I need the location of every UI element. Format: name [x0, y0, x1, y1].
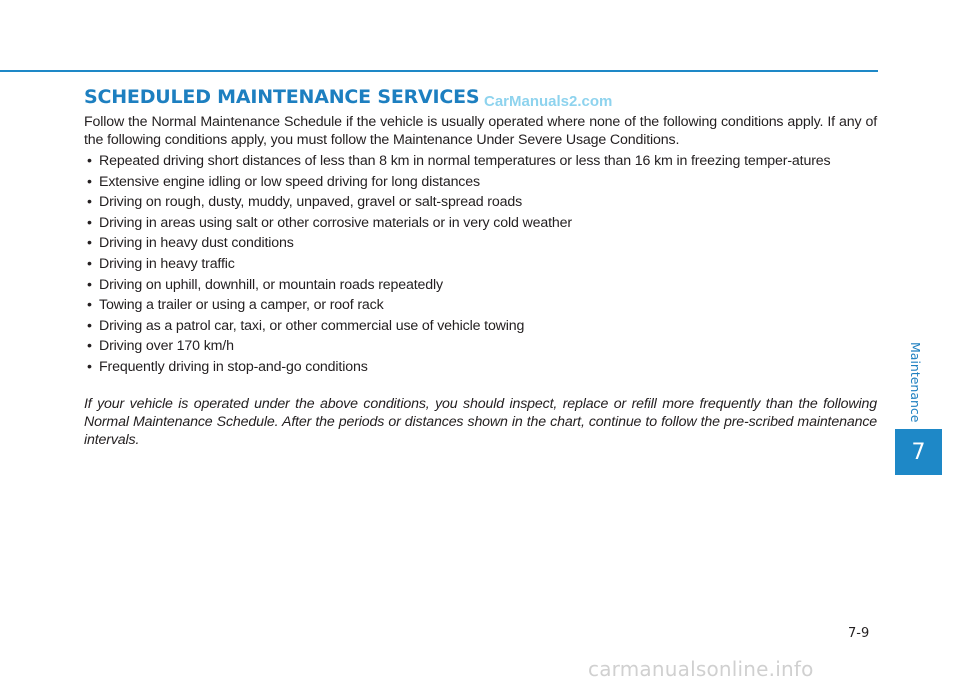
- chapter-side-label: Maintenance: [908, 342, 923, 423]
- list-item-text: Driving in areas using salt or other corrosive materials or in very cold weather: [99, 214, 572, 231]
- bullet-icon: •: [87, 153, 92, 169]
- bullet-icon: •: [87, 214, 92, 231]
- list-item: [84, 296, 877, 314]
- list-item-text: Frequently driving in stop-and-go conditions: [99, 358, 368, 375]
- watermark-link[interactable]: CarManuals2.com: [484, 93, 613, 110]
- list-item: [84, 214, 877, 232]
- bullet-icon: •: [87, 276, 92, 293]
- list-item: [84, 276, 877, 294]
- top-rule: [0, 70, 878, 72]
- bullet-icon: •: [87, 358, 92, 375]
- list-item: [84, 255, 877, 273]
- list-item-text: Driving in heavy traffic: [99, 255, 235, 272]
- bullet-icon: •: [87, 173, 92, 190]
- list-item: [84, 317, 877, 335]
- list-item: [84, 358, 877, 376]
- list-item: [84, 173, 877, 191]
- chapter-number: 7: [911, 439, 926, 465]
- list-item-text: Extensive engine idling or low speed driving for long distances: [99, 173, 480, 190]
- bullet-icon: •: [87, 297, 92, 314]
- page-number: 7-9: [848, 626, 870, 641]
- bullet-icon: •: [87, 235, 92, 252]
- bullet-icon: •: [87, 338, 92, 355]
- conditions-list: [84, 152, 877, 376]
- list-item: [84, 152, 877, 170]
- list-item-text: Driving on uphill, downhill, or mountain roads repeatedly: [99, 276, 443, 293]
- main-content: [84, 113, 877, 449]
- list-item-text: Driving in heavy dust conditions: [99, 235, 294, 252]
- list-item-text: Towing a trailer or using a camper, or roof rack: [99, 297, 384, 314]
- section-heading: SCHEDULED MAINTENANCE SERVICES: [84, 86, 480, 108]
- list-item: [84, 234, 877, 252]
- list-item: [84, 193, 877, 211]
- bullet-icon: •: [87, 317, 92, 334]
- bullet-icon: •: [87, 194, 92, 211]
- list-item-text: Driving as a patrol car, taxi, or other commercial use of vehicle towing: [99, 317, 525, 334]
- list-item: [84, 337, 877, 355]
- intro-paragraph: Follow the Normal Maintenance Schedule if the vehicle is usually operated where none of the following conditions apply. If any of the following conditions apply, you must follow the Maintenance Under Severe Usage Conditions.: [84, 114, 877, 148]
- bullet-icon: •: [87, 255, 92, 272]
- list-item-text: Repeated driving short distances of less than 8 km in normal temperatures or less than 16 km in freezing temper-atures: [99, 153, 831, 169]
- chapter-tab: [895, 429, 942, 475]
- site-footer-link[interactable]: carmanualsonline.info: [588, 657, 814, 681]
- list-item-text: Driving over 170 km/h: [99, 338, 234, 355]
- list-item-text: Driving on rough, dusty, muddy, unpaved, gravel or salt-spread roads: [99, 194, 523, 211]
- severe-usage-note: If your vehicle is operated under the above conditions, you should inspect, replace or refill more frequently than the following Normal Maintenance Schedule. After the periods or distances shown in the chart, continue to follow the pre-scribed maintenance intervals.: [84, 395, 877, 448]
